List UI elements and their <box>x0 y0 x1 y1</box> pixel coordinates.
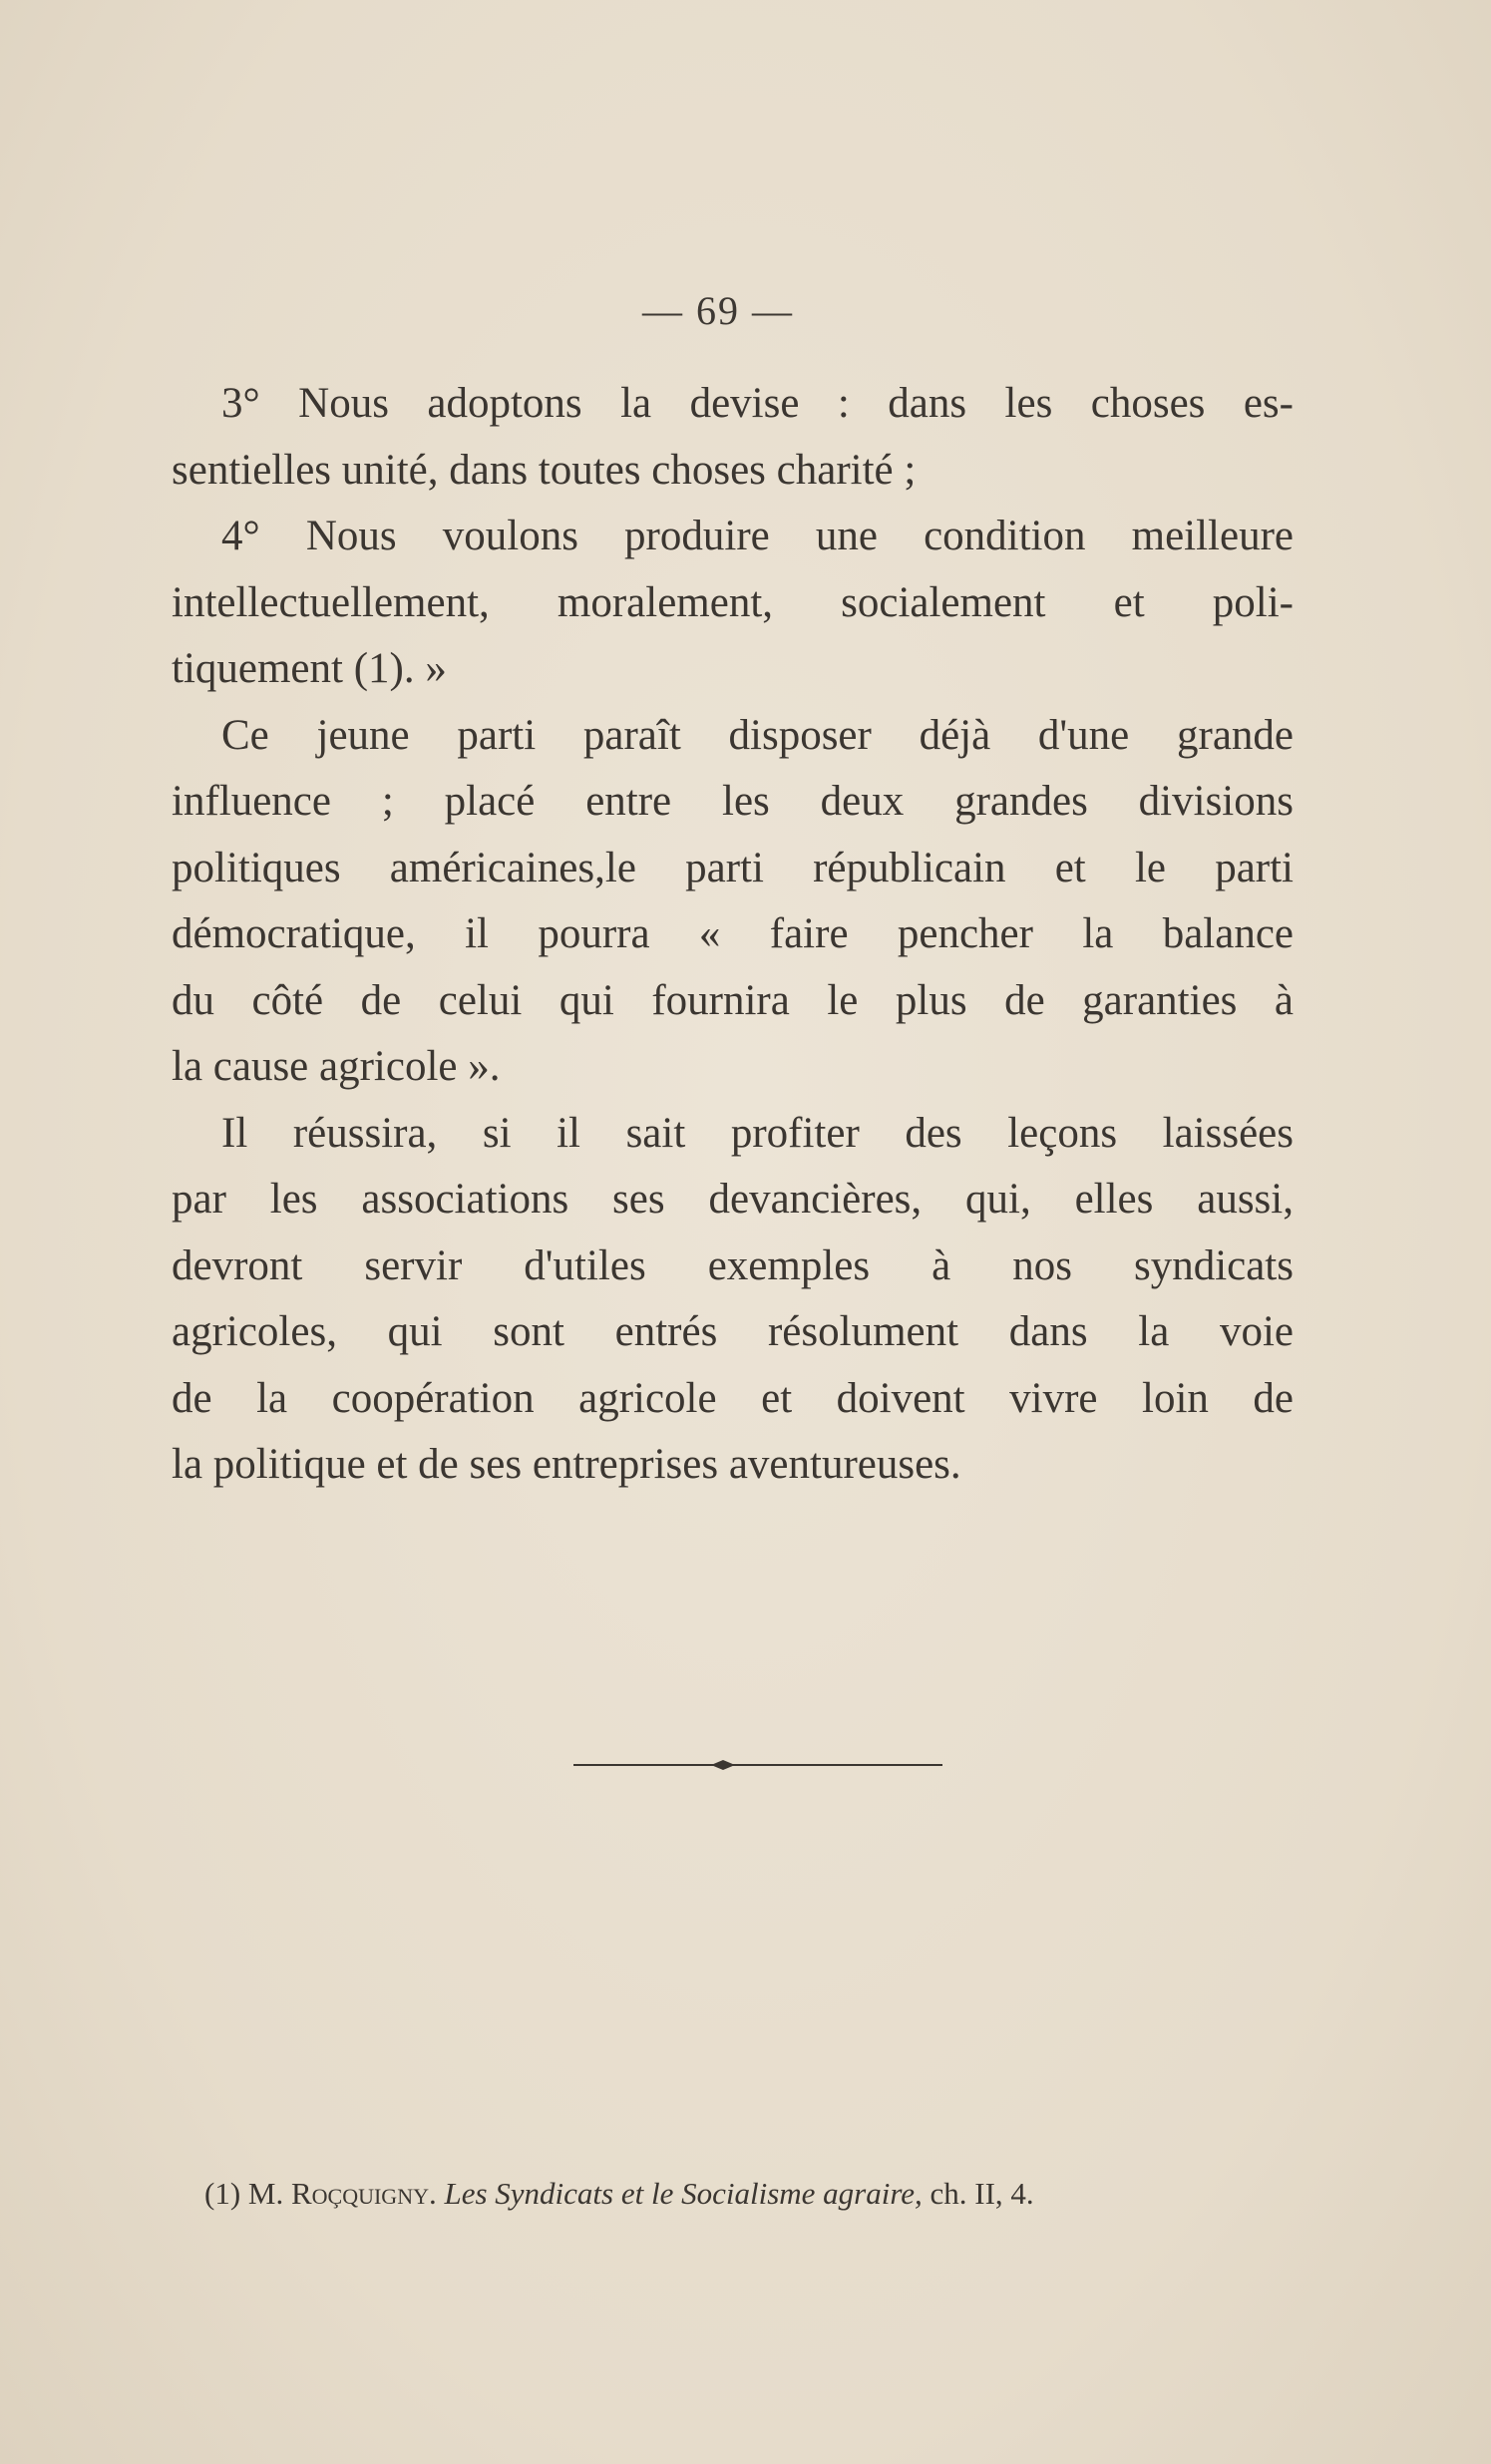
text-line: tiquement (1). » <box>172 645 447 692</box>
text-line: intellectuellement, moralement, socialement et poli- <box>172 578 1294 626</box>
text-line: par les associations ses devancières, qui, elles aussi, <box>172 1176 1294 1223</box>
text-line: agricoles, qui sont entrés résolument dans la voie <box>172 1308 1294 1355</box>
footnote-reference: ch. II, 4. <box>930 2176 1034 2211</box>
text-line: la politique et de ses entreprises aventureuses. <box>172 1441 961 1488</box>
text-line: Ce jeune parti paraît disposer déjà d'une grande <box>221 711 1294 759</box>
footnote-title: Les Syndicats et le Socialisme agraire, <box>444 2176 923 2211</box>
section-divider-ornament <box>573 1755 942 1775</box>
text-line: de la coopération agricole et doivent vivre loin de <box>172 1374 1294 1422</box>
footnote-marker: (1) <box>204 2176 241 2211</box>
text-line: Il réussira, si il sait profiter des leçons laissées <box>221 1109 1294 1157</box>
footnote <box>204 2176 1302 2212</box>
footnote-author: M. Roçquigny. <box>247 2176 437 2211</box>
page-number: — 69 — <box>642 288 794 333</box>
text-line: sentielles unité, dans toutes choses charité ; <box>172 446 917 494</box>
text-line: influence ; placé entre les deux grandes divisions <box>172 778 1294 825</box>
text-line: devront servir d'utiles exemples à nos syndicats <box>172 1241 1294 1289</box>
text-line: 4° Nous voulons produire une condition meilleure <box>221 513 1294 559</box>
text-line: 3° Nous adoptons la devise : dans les choses es- <box>221 380 1294 427</box>
body-text <box>172 371 1294 1499</box>
text-line: démocratique, il pourra « faire pencher la balance <box>172 910 1294 957</box>
text-line: la cause agricole ». <box>172 1043 501 1090</box>
text-line: du côté de celui qui fournira le plus de garanties à <box>172 976 1294 1024</box>
text-line: politiques américaines,le parti républicain et le parti <box>172 844 1294 891</box>
